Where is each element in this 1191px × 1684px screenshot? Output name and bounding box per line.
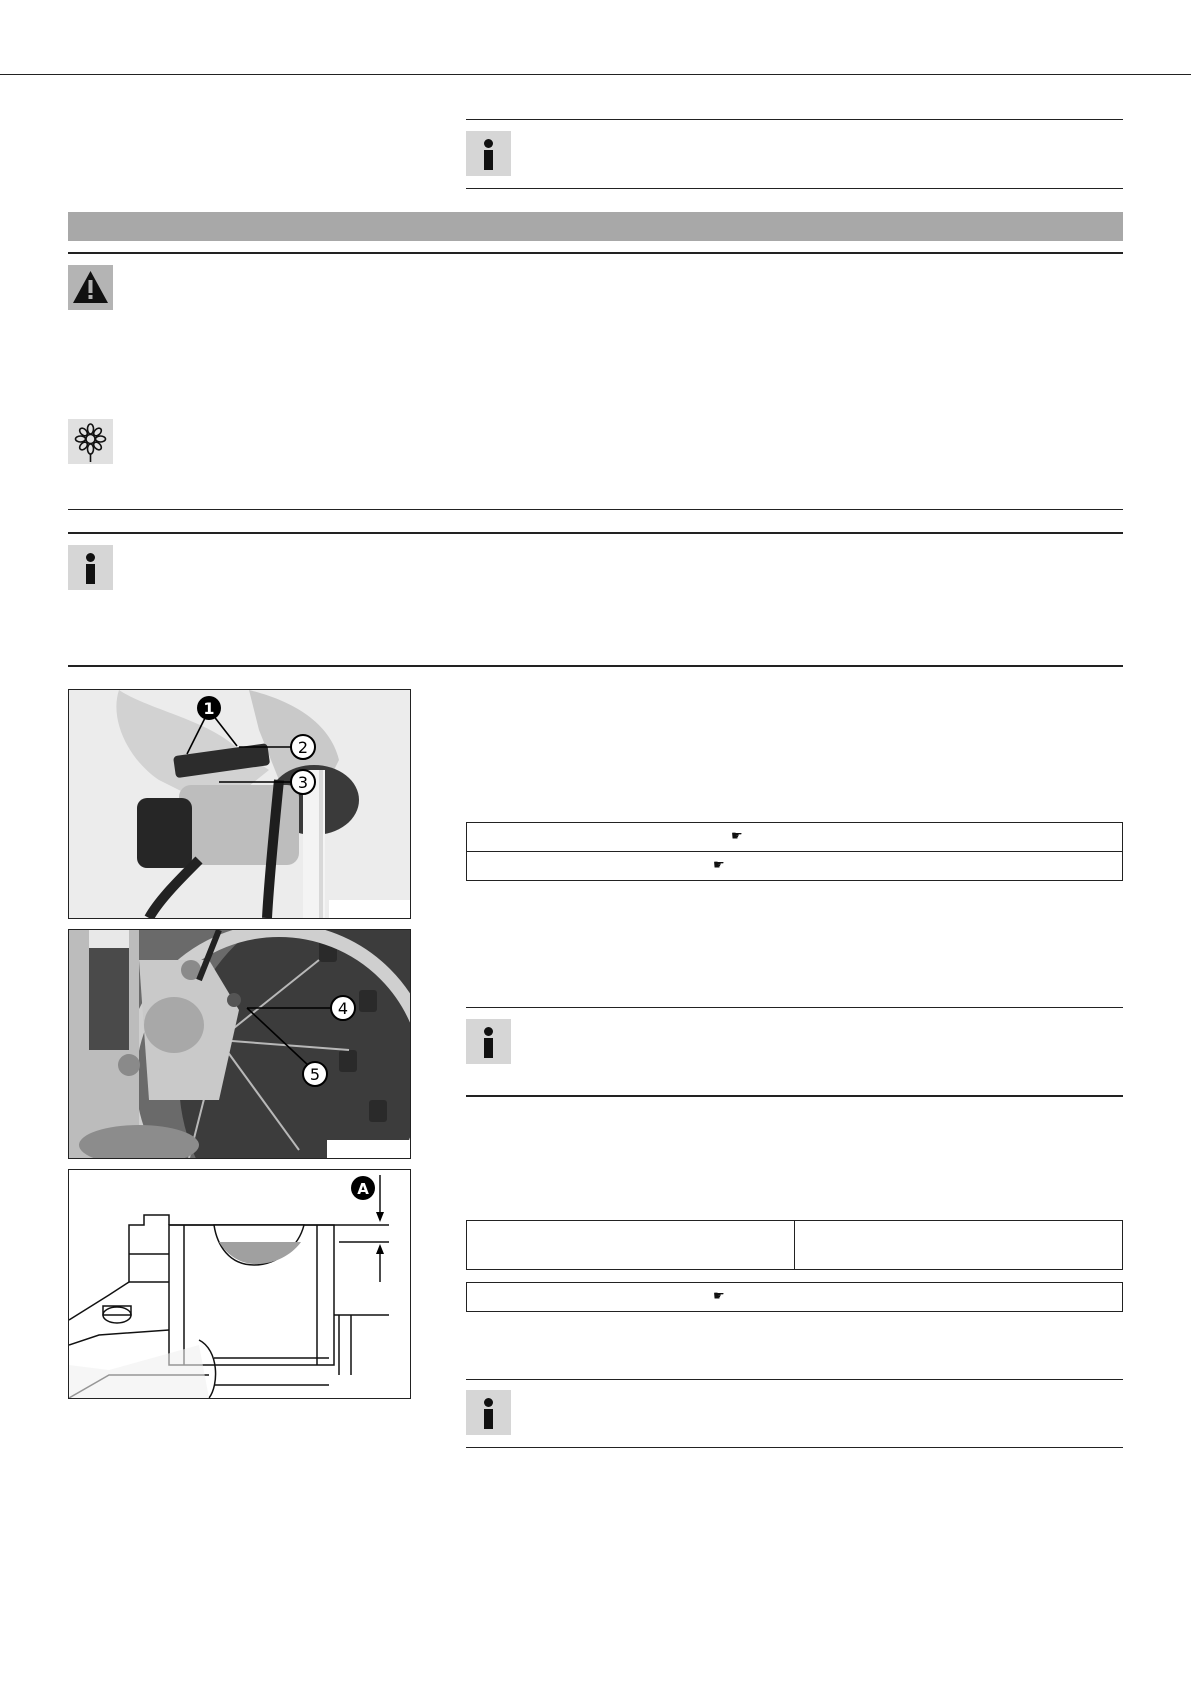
svg-text:3: 3 [297,773,309,792]
info-rule-bottom [68,665,1123,667]
svg-text:4: 4 [337,999,349,1018]
svg-text:2: 2 [297,738,309,757]
reservoir-diagram [68,1169,411,1399]
warning-rule-bottom [68,509,1123,510]
info-icon [68,545,113,590]
spec-table [466,1220,1123,1270]
note-rule-bottom [466,1447,1123,1448]
info-icon [466,131,511,176]
callout-A [351,1176,375,1200]
info-icon [466,1019,511,1064]
warning-triangle-icon [68,265,113,310]
fluid-spec-row [466,1282,1123,1312]
pointing-hand-icon: ☛ [713,858,725,873]
torque-spec-row [466,851,1123,881]
note-rule-top [466,1007,1123,1008]
pointing-hand-icon: ☛ [713,1289,725,1304]
section-heading-band [68,212,1123,241]
spec-table-cell [467,1221,794,1269]
note-rule-top [466,119,1123,120]
warning-rule-top [68,252,1123,254]
note-rule-bottom [466,188,1123,189]
environment-flower-icon [68,419,113,464]
note-rule-bottom [466,1095,1123,1097]
spec-table-cell [794,1221,1122,1269]
page-top-rule [0,74,1191,75]
pointing-hand-icon: ☛ [731,829,743,844]
info-icon [466,1390,511,1435]
brake-pads-photo [68,689,411,919]
info-rule-top [68,532,1123,534]
brake-caliper-photo [68,929,411,1159]
svg-text:1: 1 [203,699,215,718]
svg-text:5: 5 [309,1065,321,1084]
torque-spec-row [466,822,1123,852]
note-rule-top [466,1379,1123,1380]
svg-text:A: A [357,1180,369,1198]
